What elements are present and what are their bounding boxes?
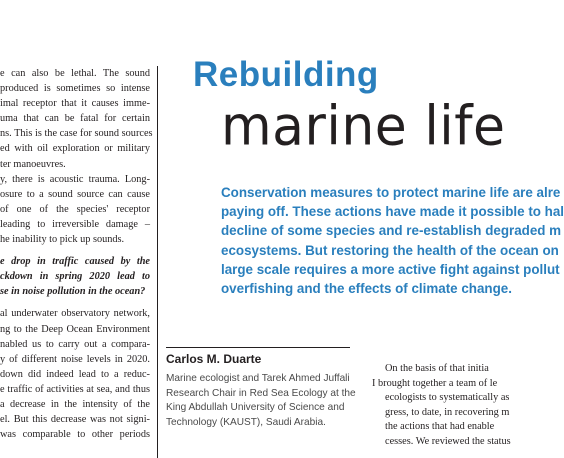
paragraph-acoustic-trauma	[0, 172, 150, 247]
lead-line: decline of some species and re-establish degraded m	[221, 223, 562, 239]
text-line: ter manoeuvres.	[0, 158, 66, 170]
paragraph-answer	[0, 306, 150, 442]
right-column-text	[372, 362, 511, 450]
text-line: the actions that had enable	[385, 421, 495, 433]
text-line: e drop in traffic caused by the	[0, 256, 150, 268]
article-lead	[221, 183, 564, 298]
text-line: ed with oil exploration or military	[0, 143, 150, 155]
text-line: el. But this decrease was not signi-	[0, 414, 150, 426]
text-line: imal receptor that it causes imme-	[0, 98, 150, 110]
text-line: he inability to pick up sounds.	[0, 234, 125, 246]
author-block	[166, 352, 356, 430]
bio-line: King Abdullah University of Science and	[166, 402, 345, 413]
author-name: Carlos M. Duarte	[166, 352, 262, 366]
text-line: a decrease in the intensity of the	[0, 398, 150, 410]
text-line: down did indeed lead to a reduc-	[0, 368, 150, 380]
text-line: al underwater observatory network,	[0, 308, 150, 320]
text-line: gress, to date, in recovering m	[385, 406, 510, 418]
text-line: nabled us to carry out a compara-	[0, 338, 150, 350]
text-line: ns. This is the case for sound sources	[0, 128, 153, 140]
text-line: e can also be lethal. The sound	[0, 68, 150, 79]
text-line: I brought together a team of le	[372, 377, 498, 389]
column-divider	[157, 66, 158, 458]
text-line: cesses. We reviewed the status	[385, 435, 511, 447]
author-divider	[166, 347, 350, 348]
text-line: was comparable to other periods	[0, 429, 150, 441]
bio-line: Marine ecologist and Tarek Ahmed Juffali	[166, 373, 350, 384]
bio-line: Technology (KAUST), Saudi Arabia.	[166, 416, 326, 428]
text-line: of one of the species' receptor	[0, 203, 150, 215]
text-line: osure to a sound source can cause	[0, 188, 150, 200]
left-column-text	[0, 66, 153, 442]
paragraph-sound-lethal	[0, 66, 153, 172]
lead-line: ecosystems. But restoring the health of the ocean on	[221, 242, 559, 258]
text-line: On the basis of that initia	[385, 363, 489, 374]
text-line: ecologists to systematically as	[385, 392, 510, 404]
text-line: se in noise pollution in the ocean?	[0, 286, 146, 298]
author-bio	[166, 372, 356, 430]
text-line: uma that can be fatal for certain	[0, 113, 150, 125]
lead-line: overfishing and the effects of climate change.	[221, 281, 512, 297]
interview-question	[0, 254, 150, 299]
text-line: y of different noise levels in 2020.	[0, 353, 150, 365]
lead-line: paying off. These actions have made it possible to hal	[221, 204, 564, 220]
article-title: Rebuilding	[193, 55, 379, 94]
text-line: e traffic of activities at sea, and thus	[0, 383, 150, 395]
text-line: ng to the Deep Ocean Environment	[0, 323, 150, 335]
text-line: leading to irreversible damage –	[0, 218, 150, 230]
bio-line: Research Chair in Red Sea Ecology at the	[166, 387, 356, 399]
article-title-subline: marine life	[221, 95, 506, 158]
text-line: ckdown in spring 2020 lead to	[0, 271, 150, 283]
lead-line: large scale requires a more active fight against pollut	[221, 261, 560, 277]
text-line: produced is sometimes so intense	[0, 83, 150, 95]
text-line: y, there is acoustic trauma. Long-	[0, 173, 150, 185]
lead-line: Conservation measures to protect marine life are alre	[221, 185, 561, 200]
